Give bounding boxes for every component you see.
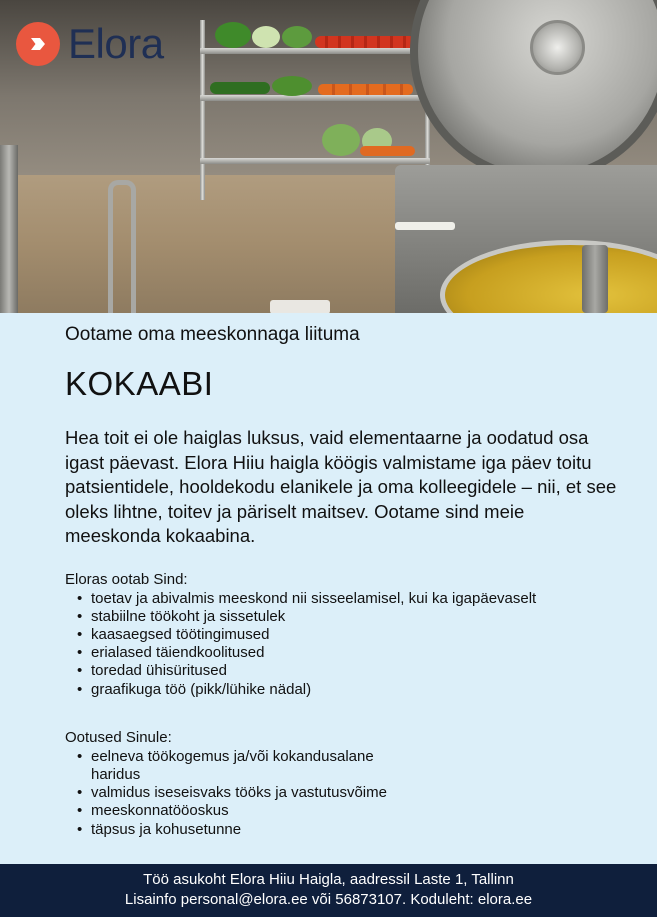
offers-heading: Eloras ootab Sind: <box>65 570 188 588</box>
heart-arrow-icon <box>16 22 60 66</box>
expectations-section <box>65 729 625 839</box>
lid-knob <box>530 20 585 75</box>
tomatoes <box>315 36 415 48</box>
trolley-handle <box>108 180 136 313</box>
shelf <box>200 95 430 101</box>
list-item: • kaasaegsed töötingimused <box>65 626 625 644</box>
hero-photo <box>0 0 657 313</box>
offers-list <box>65 590 625 699</box>
brand-logo <box>16 22 164 66</box>
cabbage <box>322 124 360 156</box>
list-item: • stabiilne töökoht ja sissetulek <box>65 608 625 626</box>
shelf <box>200 48 430 54</box>
footer-contact: Lisainfo personal@elora.ee või 56873107. Koduleht: elora.ee <box>124 891 533 908</box>
steel-cabinet <box>0 145 18 313</box>
expectations-list <box>65 748 625 839</box>
cucumbers <box>210 82 270 94</box>
page-subtitle: Ootame oma meeskonnaga liituma <box>65 324 360 345</box>
list-item: • eelneva töökogemus ja/või kokandusalane haridus <box>65 748 395 784</box>
kettle-handle <box>395 222 455 230</box>
list-item: • meeskonnatööoskus <box>65 802 395 820</box>
offers-section <box>65 571 625 699</box>
list-item: • toetav ja abivalmis meeskond nii sisseelamisel, kui ka igapäevaselt <box>65 590 625 608</box>
brand-name: Elora <box>68 20 164 67</box>
vegetable <box>252 26 280 48</box>
container <box>270 300 330 313</box>
vegetable <box>282 26 312 48</box>
vegetable <box>215 22 251 48</box>
footer-location: Töö asukoht Elora Hiiu Haigla, aadressil Laste 1, Tallinn <box>143 871 514 888</box>
job-posting <box>65 322 625 839</box>
carrots <box>360 146 415 156</box>
list-item: • erialased täiendkoolitused <box>65 644 625 662</box>
shelf <box>200 158 430 164</box>
page-title: KOKAABI <box>65 365 214 402</box>
contact-footer <box>0 864 657 917</box>
carrots <box>318 84 413 95</box>
vegetable <box>272 76 312 96</box>
stirring-paddle <box>582 245 608 313</box>
expectations-heading: Ootused Sinule: <box>65 728 172 746</box>
shelf-post <box>200 20 205 200</box>
list-item: • täpsus ja kohusetunne <box>65 821 395 839</box>
list-item: • toredad ühisüritused <box>65 662 625 680</box>
list-item: • valmidus iseseisvaks tööks ja vastutusvõime <box>65 784 395 802</box>
intro-paragraph: Hea toit ei ole haiglas luksus, vaid elementaarne ja oodatud osa igast päevast. Elora Hiiu haigla köögis valmistame iga päev toitu patsientidele, hooldekodu elanikele ja oma kolleegidele – nii, et see oleks lihtne, toitev ja päriselt maitsev. Ootame sind meie meeskonda kokaabina. <box>65 427 617 546</box>
list-item: • graafikuga töö (pikk/lühike nädal) <box>65 681 625 699</box>
